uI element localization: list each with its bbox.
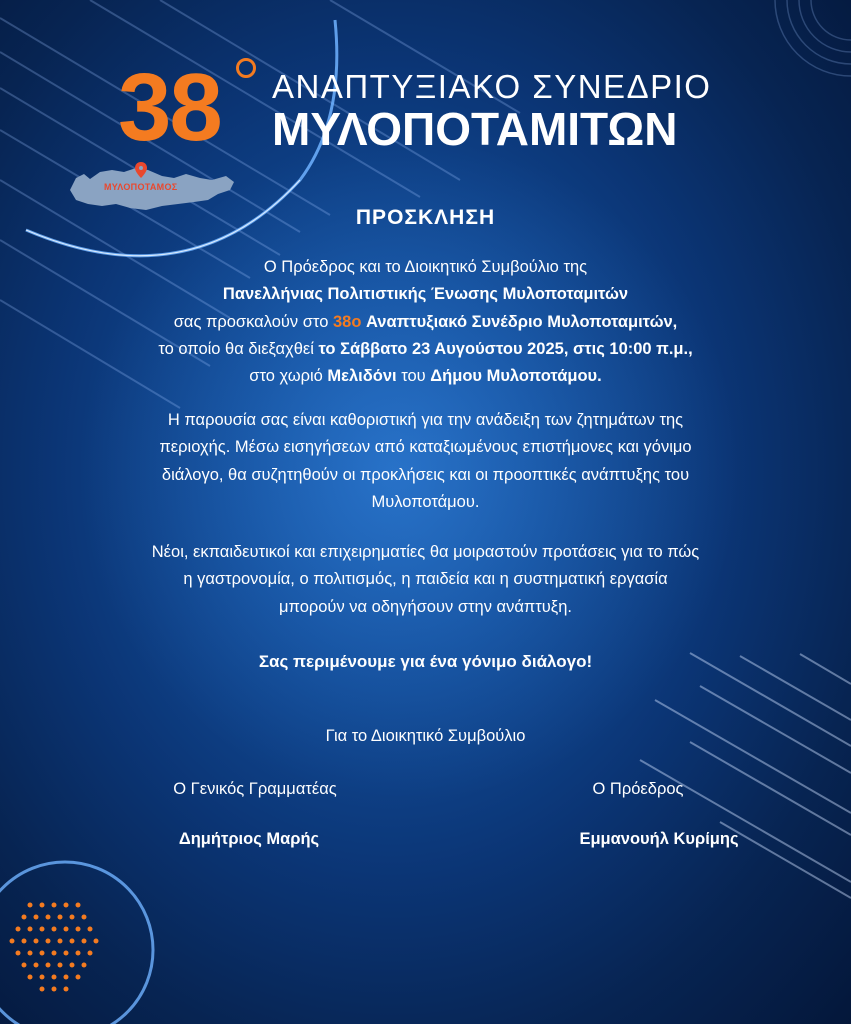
event-village: Μελιδόνι: [327, 367, 397, 386]
edition-number: 38: [118, 54, 221, 161]
event-datetime: το Σάββατο 23 Αυγούστου 2025, στις 10:00 π.μ.,: [318, 339, 693, 358]
secretary-role: Ο Γενικός Γραμματέας: [173, 780, 337, 798]
orange-dot-pattern: [10, 903, 99, 992]
p1-line-3: σας προσκαλούν στο 38ο Αναπτυξιακό Συνέδριο Μυλοποταμιτών,: [173, 312, 678, 331]
event-header: [0, 0, 851, 230]
p2-line: Η παρουσία σας είναι καθοριστική για την ανάδειξη των ζητημάτων της: [167, 411, 684, 429]
p2-line: διάλογο, θα συζητηθούν οι προκλήσεις και οι προοπτικές ανάπτυξης του: [161, 465, 690, 484]
p1-line-4: το οποίο θα διεξαχθεί το Σάββατο 23 Αυγούστου 2025, στις 10:00 π.μ.,: [158, 339, 693, 358]
p3-line: Νέοι, εκπαιδευτικοί και επιχειρηματίες θα μοιραστούν προτάσεις για το πώς: [151, 543, 700, 561]
p2-line: Μυλοποτάμου.: [371, 492, 480, 511]
secretary-name: Δημήτριος Μαρής: [178, 830, 320, 848]
p2-line: περιοχής. Μέσω εισηγήσεων από καταξιωμένους επιστήμονες και γόνιμο: [159, 438, 692, 457]
p1-line-1: Ο Πρόεδρος και το Διοικητικό Συμβούλιο της: [263, 258, 588, 276]
invitation-title: ΠΡΟΣΚΛΗΣΗ: [355, 206, 496, 229]
board-line: Για το Διοικητικό Συμβούλιο: [325, 727, 526, 745]
ordinal-mark-icon: [236, 58, 256, 78]
map-location-label: ΜΥΛΟΠΟΤΑΜΟΣ: [104, 182, 178, 192]
p3-line: μπορούν να οδηγήσουν στην ανάπτυξη.: [279, 597, 572, 616]
p3-line: η γαστρονομία, ο πολιτισμός, η παιδεία και η συστηματική εργασία: [183, 570, 668, 589]
event-title-line1: ΑΝΑΠΤΥΞΙΑΚΟ ΣΥΝΕΔΡΙΟ: [272, 68, 712, 105]
p1-line-2: Πανελλήνιας Πολιτιστικής Ένωσης Μυλοποταμιτών: [222, 285, 629, 304]
event-title-line2: ΜΥΛΟΠΟΤΑΜΙΤΩΝ: [272, 103, 678, 155]
edition-highlight: 38ο: [332, 312, 362, 331]
invitation-paragraph-3: [60, 539, 791, 621]
p1-line-5: στο χωριό Μελιδόνι του Δήμου Μυλοποτάμου.: [249, 367, 602, 386]
invitation-paragraph-1: [60, 254, 791, 390]
event-municipality: Δήμου Μυλοποτάμου.: [430, 367, 602, 386]
president-role: Ο Πρόεδρος: [592, 780, 684, 798]
president-name: Εμμανουήλ Κυρίμης: [579, 830, 739, 848]
closing-statement: Σας περιμένουμε για ένα γόνιμο διάλογο!: [258, 652, 593, 671]
diagonal-streaks-right: [640, 653, 851, 898]
invitation-paragraph-2: [60, 407, 791, 516]
